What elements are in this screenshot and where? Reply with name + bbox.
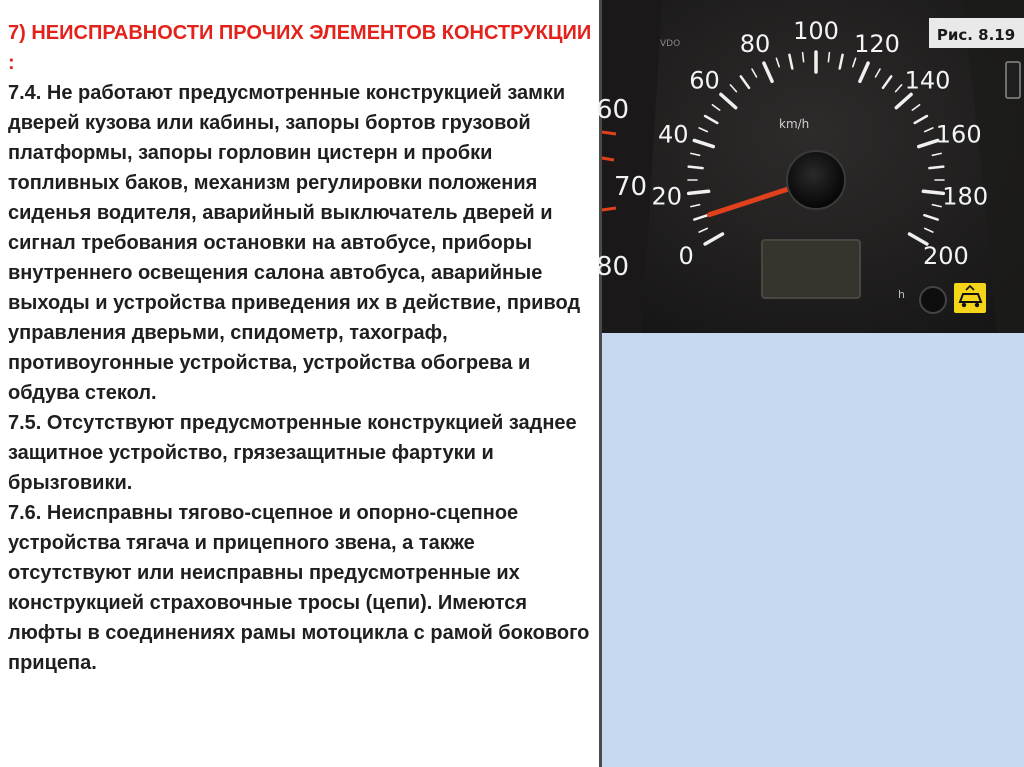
speed-scale-label: 0 (678, 242, 694, 270)
paragraph-7-6: 7.6. Неисправны тягово-сцепное и опорно-сцепное устройства тягача и прицепного звена, а также отсутствуют или неисправны предусмотренные их конструкцией страховочные тросы (цепи). Имеются люфты в соединениях рамы мотоцикла с рамой бокового прицепа. (8, 502, 590, 674)
left-gauge-label-80: 80 (596, 252, 630, 282)
left-gauge-label-70: 70 (614, 172, 648, 202)
speed-tick (689, 191, 709, 193)
speed-scale-label: 160 (935, 120, 982, 149)
speed-scale-label: 20 (651, 182, 683, 211)
speed-scale-label: 100 (793, 17, 839, 45)
speedometer-photo (596, 0, 1024, 333)
trip-reset-knob (920, 287, 946, 313)
speed-scale-label: 120 (854, 30, 900, 58)
figure-label: Рис. 8.19 (936, 26, 1016, 44)
speed-tick (828, 53, 829, 62)
needle-hub (787, 151, 845, 209)
odometer-display (762, 240, 860, 298)
speedometer-illustration (596, 0, 1024, 333)
vdo-mark: VDO (660, 39, 681, 49)
speed-scale-label: 60 (689, 66, 720, 95)
speed-tick (923, 191, 943, 193)
speed-scale-label: 80 (739, 30, 771, 58)
speed-tick (689, 167, 703, 169)
speed-tick (803, 53, 804, 62)
reset-mark: h (898, 288, 905, 301)
paragraph-7-5: 7.5. Отсутствуют предусмотренные конструкцией заднее защитное устройство, грязезащитные фартуки и брызговики. (8, 412, 577, 494)
blue-panel (602, 333, 1024, 767)
paragraph-7-4: 7.4. Не работают предусмотренные конструкцией замки дверей кузова или кабины, запоры бортов грузовой платформы, запоры горловин цистерн и пробки топливных баков, механизм регулировки положения сиденья водителя, аварийный выключатель дверей и сигнал требования остановки на автобусе, приборы внутреннего освещения салона автобуса, аварийные выходы и устройства приведения их в действие, привод управления дверьми, спидометр, тахограф, противоугонные устройства, устройства обогрева и обдува стекол. (8, 82, 581, 404)
speed-scale-label: 180 (942, 182, 989, 211)
unit-label: km/h (779, 117, 810, 131)
speed-scale-label: 140 (904, 66, 951, 95)
speed-tick (929, 167, 943, 169)
text-column (8, 18, 593, 678)
speed-scale-label: 40 (658, 120, 689, 149)
warning-indicator (954, 283, 986, 313)
side-lamp (1006, 62, 1020, 98)
left-gauge-label-60: 60 (596, 95, 630, 125)
speed-scale-label: 200 (922, 242, 969, 270)
slide-heading: 7) НЕИСПРАВНОСТИ ПРОЧИХ ЭЛЕМЕНТОВ КОНСТРУКЦИИ : (8, 22, 592, 74)
